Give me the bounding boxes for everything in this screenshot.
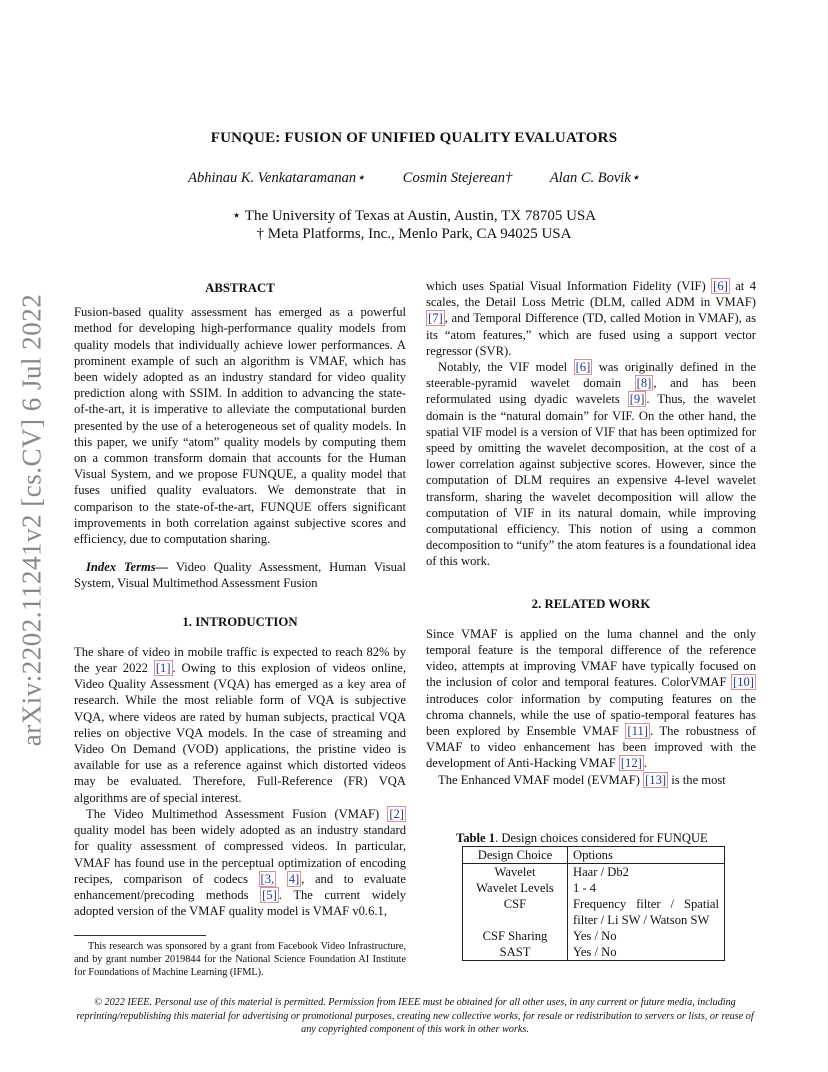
arxiv-identifier: arXiv:2202.11241v2 [cs.CV] 6 Jul 2022 <box>16 293 47 747</box>
left-column <box>74 280 406 919</box>
section-heading: 1. INTRODUCTION <box>182 614 298 629</box>
right-column <box>426 278 756 788</box>
table-cell: 1 - 4 <box>568 880 725 896</box>
author-name: Abhinau K. Venkataramanan⋆ <box>188 170 366 186</box>
paper-title: FUNQUE: FUSION OF UNIFIED QUALITY EVALUATORS <box>210 130 618 146</box>
table-row <box>463 944 725 961</box>
citation-link[interactable]: [8] <box>636 376 652 391</box>
author-name: Cosmin Stejerean† <box>402 170 513 186</box>
citation-link[interactable]: [11] <box>627 724 648 739</box>
table-row <box>463 880 725 896</box>
citation-link[interactable]: [7] <box>428 311 443 326</box>
citation-link[interactable]: [13] <box>645 772 667 787</box>
related-paragraph: The Enhanced VMAF model (EVMAF) [13] is the most <box>438 772 726 787</box>
table-caption-label: Table 1 <box>456 831 496 845</box>
index-terms-label: Index Terms— <box>86 560 169 575</box>
table-cell: SAST <box>463 944 568 961</box>
related-paragraph: Since VMAF is applied on the luma channel and the only temporal feature is the temporal difference of the reference video, attempts at improving VMAF have typically focused on the inclusion of color and temporal features. ColorVMAF [10] introduces color information by computing features on the chroma channels, while the use of spatio-temporal features has been explored by Ensemble VMAF [11] . The robustness of VMAF to video enhancement has been improved with the development of Anti-Hacking VMAF [12] . <box>426 626 756 771</box>
table-cell: Wavelet <box>463 864 568 881</box>
citation-link[interactable]: [6] <box>713 279 728 293</box>
citation-link[interactable]: 4] <box>288 871 300 886</box>
table-cell: Haar / Db2 <box>568 864 725 881</box>
body-paragraph: Notably, the VIF model [6] was originally defined in the steerable-pyramid wavelet domain [8] , and has been reformulated using dyadic wavelets [9] . Thus, the wavelet domain is the “natural domain” for VIF. On the other hand, the spatial VIF model is a version of VIF that has been optimized for speed by omitting the wavelet decomposition, at the cost of a lower correlation against subjective scores. However, since the computation of DLM requires an expensive 4-level wavelet transform, sharing the wavelet decomposition will allow the computation of VIF in its natural domain, while improving computational efficiency. This notion of using a common decomposition to “unify” the atom features is a foundational idea of this work. <box>426 360 757 569</box>
citation-link[interactable]: [3, <box>260 871 275 886</box>
table-caption-text: . Design choices considered for FUNQUE <box>495 831 708 845</box>
table-cell: Yes / No <box>568 928 725 944</box>
footnote: This research was sponsored by a grant from Facebook Video Infrastructure, and by grant number 2019844 for the National Science Foundation AI Institute for Foundations of Machine Learning (IFML). <box>74 941 406 978</box>
arxiv-sidebar <box>12 293 52 747</box>
table-cell: CSF Sharing <box>463 928 568 944</box>
table-cell: Yes / No <box>568 944 725 961</box>
index-terms-text: Video Quality Assessment, Human Visual System, Visual Multimethod Assessment Fusion <box>74 560 406 591</box>
table-cell: Wavelet Levels <box>463 880 568 896</box>
copyright-notice: © 2022 IEEE. Personal use of this material is permitted. Permission from IEEE must be obtained for all other uses, in any current or future media, including reprinting/republishing this material for advertising or promotional purposes, creating new collective works, for resale or redistribution to servers or lists, or reuse of any copyrighted component of this work in other works. <box>76 997 754 1035</box>
table-cell: CSF <box>463 896 568 928</box>
table-row <box>463 864 725 881</box>
citation-link[interactable]: [12] <box>620 756 642 771</box>
intro-paragraph: The Video Multimethod Assessment Fusion (VMAF) [2] quality model has been widely adopted as an industry standard for quality assessment of compressed videos. In particular, VMAF has found use in the perceptual optimization of encoding recipes, comparison of codecs [3, 4] , and to evaluate enhancement/precoding methods [5] . The current widely adopted version of the VMAF quality model is VMAF v0.6.1, <box>74 806 406 919</box>
author-name: Alan C. Bovik⋆ <box>549 170 640 186</box>
citation-link[interactable]: [10] <box>733 675 754 690</box>
citation-link[interactable]: [6] <box>575 360 591 375</box>
table-header-row <box>463 847 725 864</box>
footnote-divider <box>74 935 206 936</box>
table-row <box>463 896 725 928</box>
citation-link[interactable]: [2] <box>389 806 404 821</box>
affiliation: ⋆ The University of Texas at Austin, Austin, TX 78705 USA <box>231 208 597 224</box>
citation-link[interactable]: [9] <box>629 392 645 407</box>
index-terms <box>74 559 406 591</box>
design-choices-table <box>462 846 725 961</box>
table-header-cell: Design Choice <box>463 847 568 864</box>
table-caption <box>456 831 726 846</box>
section-heading: 2. RELATED WORK <box>531 596 651 611</box>
table-cell: Frequency filter / Spatial filter / Li SW / Watson SW <box>568 896 725 928</box>
body-paragraph: which uses Spatial Visual Information Fidelity (VIF) [6] at 4 scales, the Detail Loss Metric (DLM, called ADM in VMAF) [7] , and Temporal Difference (TD, called Motion in VMAF), as its “atom features,” which are fused using a support vector regressor (SVR). <box>426 279 756 358</box>
abstract-heading: ABSTRACT <box>205 281 275 295</box>
author-list <box>0 170 828 187</box>
citation-link[interactable]: [5] <box>262 887 277 902</box>
citation-link[interactable]: [1] <box>155 661 171 676</box>
affiliation: † Meta Platforms, Inc., Menlo Park, CA 94025 USA <box>256 226 572 242</box>
table-header-cell: Options <box>568 847 725 864</box>
table-row <box>463 928 725 944</box>
abstract-text: Fusion-based quality assessment has emerged as a powerful method for developing high-performance quality models from quality models that individually achieve lower performances. A prominent example of such an algorithm is VMAF, which has been widely adopted as an industry standard for video quality prediction along with SSIM. In addition to advancing the state-of-the-art, it is imperative to alleviate the computational burden presented by the use of a heterogeneous set of quality models. In this paper, we unify “atom” quality models by computing them on a common transform domain that accounts for the Human Visual System, and we propose FUNQUE, a quality model that fuses unified quality evaluators. We demonstrate that in comparison to the state-of-the-art, FUNQUE offers significant improvements in both correlation against subjective scores and efficiency, due to computation sharing. <box>74 305 406 547</box>
intro-paragraph: The share of video in mobile traffic is expected to reach 82% by the year 2022 [1] . Owing to this explosion of videos online, Video Quality Assessment (VQA) has emerged as a key area of research. While the most reliable form of VQA is subjective VQA, where videos are rated by human subjects, practical VQA relies on objective VQA models. In the case of streaming and Video On Demand (VOD) applications, the pristine video is available for use as a reference against which distorted videos may be evaluated. Therefore, Full-Reference (FR) VQA algorithms are of special interest. <box>74 644 406 805</box>
